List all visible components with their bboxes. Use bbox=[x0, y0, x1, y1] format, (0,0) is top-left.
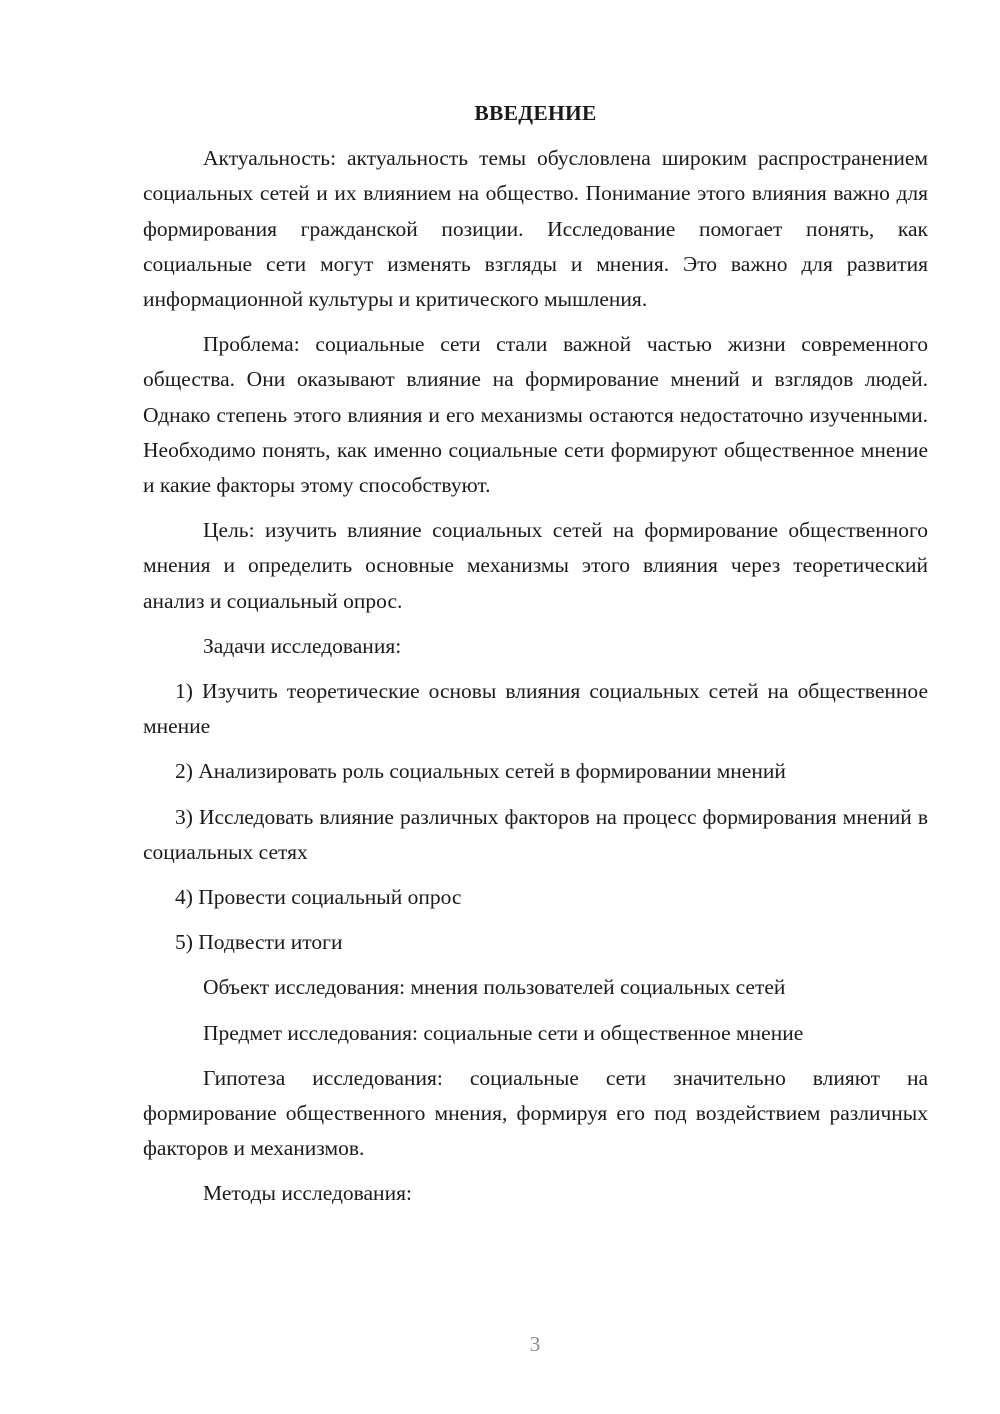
task-item-4: 4) Провести социальный опрос bbox=[175, 885, 462, 910]
section-title: ВВЕДЕНИЕ bbox=[474, 101, 597, 125]
task-item-2: 2) Анализировать роль социальных сетей в формировании мнений bbox=[175, 759, 786, 784]
task-item-3: 3) Исследовать влияние различных факторов на процесс формирования мнений в социальных сетях bbox=[143, 804, 928, 864]
page-number: 3 bbox=[529, 1332, 541, 1356]
tasks-list bbox=[143, 674, 928, 960]
hypothesis-paragraph: Гипотеза исследования: социальные сети значительно влияют на формирование общественного мнения, формируя его под воздействием различных факторов и механизмов. bbox=[143, 1065, 928, 1161]
problem-paragraph: Проблема: социальные сети стали важной частью жизни современного общества. Они оказывают влияние на формирование мнений и взглядов людей. Однако степень этого влияния и его механизмы остаются недостаточно изученными. Необходимо понять, как именно социальные сети формируют общественное мнение и какие факторы этому способствуют. bbox=[143, 332, 928, 498]
tasks-heading: Задачи исследования: bbox=[203, 633, 402, 658]
object-line: Объект исследования: мнения пользователей социальных сетей bbox=[203, 975, 786, 1000]
document-page bbox=[143, 96, 928, 1222]
goal-paragraph: Цель: изучить влияние социальных сетей на формирование общественного мнения и определить основные механизмы этого влияния через теоретический анализ и социальный опрос. bbox=[143, 518, 928, 613]
relevance-paragraph: Актуальность: актуальность темы обусловлена широким распространением социальных сетей и их влиянием на общество. Понимание этого влияния важно для формирования гражданской позиции. Исследование помогает понять, как социальные сети могут изменять взгляды и мнения. Это важно для развития информационной культуры и критического мышления. bbox=[143, 146, 928, 312]
subject-line: Предмет исследования: социальные сети и общественное мнение bbox=[203, 1020, 804, 1045]
task-item-1: 1) Изучить теоретические основы влияния социальных сетей на общественное мнение bbox=[143, 679, 928, 739]
methods-heading: Методы исследования: bbox=[203, 1181, 412, 1206]
task-item-5: 5) Подвести итоги bbox=[175, 930, 343, 955]
